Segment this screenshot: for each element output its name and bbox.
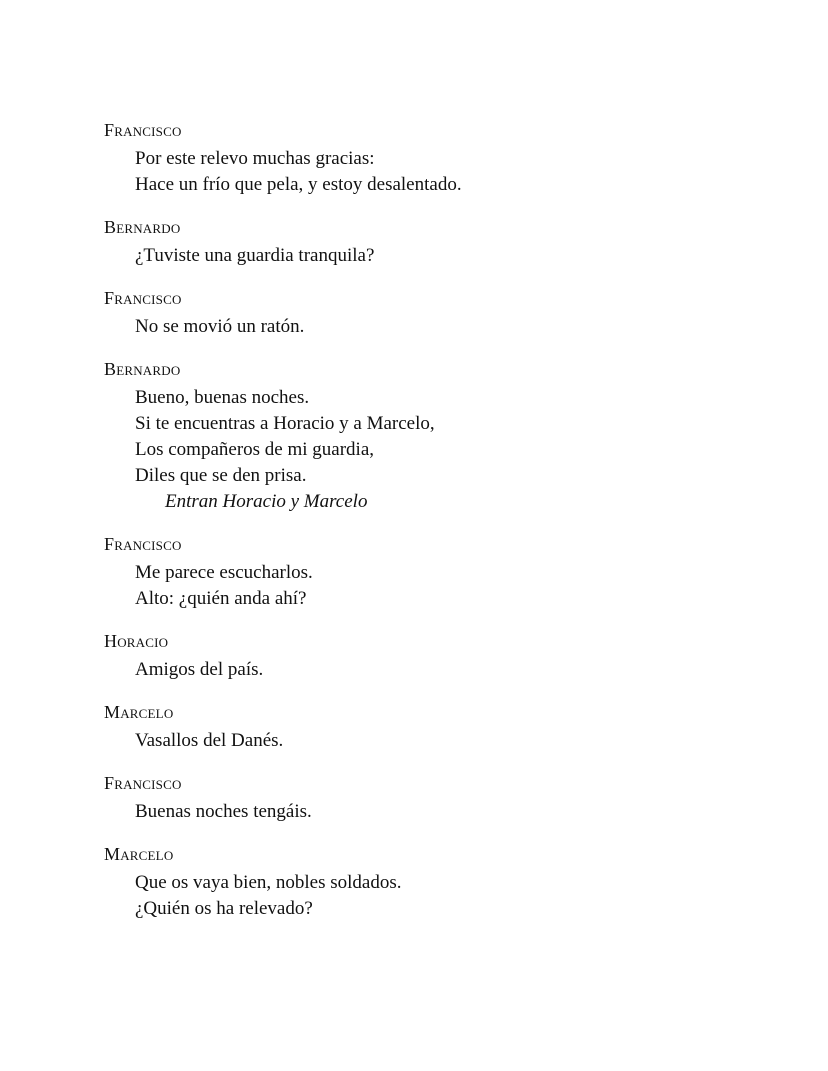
dialogue-lines xyxy=(104,314,784,340)
dialogue-block xyxy=(104,772,784,825)
dialogue-line: Buenas noches tengáis. xyxy=(135,801,312,822)
dialogue-lines xyxy=(104,560,784,612)
speaker-name: Francisco xyxy=(104,288,182,308)
dialogue-line: Por este relevo muchas gracias: xyxy=(135,148,375,169)
dialogue-lines xyxy=(104,243,784,269)
dialogue-lines xyxy=(104,728,784,754)
speaker-name: Francisco xyxy=(104,120,182,140)
dialogue-line: Bueno, buenas noches. xyxy=(135,387,310,408)
speaker-name: Bernardo xyxy=(104,217,181,237)
dialogue-block xyxy=(104,119,784,198)
speaker-name: Francisco xyxy=(104,534,182,554)
speaker-name: Horacio xyxy=(104,631,169,651)
speaker-name: Marcelo xyxy=(104,844,174,864)
dialogue-line: No se movió un ratón. xyxy=(135,316,305,337)
dialogue-lines xyxy=(104,657,784,683)
dialogue-line: Diles que se den prisa. xyxy=(135,465,307,486)
dialogue-line: Me parece escucharlos. xyxy=(135,562,313,583)
dialogue-line: Si te encuentras a Horacio y a Marcelo, xyxy=(135,413,435,434)
dialogue-block xyxy=(104,630,784,683)
dialogue-block xyxy=(104,216,784,269)
dialogue-lines xyxy=(104,870,784,922)
speaker-name: Marcelo xyxy=(104,702,174,722)
dialogue-line: Amigos del país. xyxy=(135,659,264,680)
dialogue-line: Vasallos del Danés. xyxy=(135,730,284,751)
speaker-name: Bernardo xyxy=(104,359,181,379)
dialogue-block xyxy=(104,287,784,340)
dialogue-lines xyxy=(104,799,784,825)
dialogue-line: Hace un frío que pela, y estoy desalentado. xyxy=(135,174,462,195)
dialogue-block xyxy=(104,358,784,515)
dialogue-line: ¿Quién os ha relevado? xyxy=(135,898,313,919)
dialogue-line: Que os vaya bien, nobles soldados. xyxy=(135,872,402,893)
dialogue-lines xyxy=(104,146,784,198)
dialogue-block xyxy=(104,533,784,612)
dialogue-line: ¿Tuviste una guardia tranquila? xyxy=(135,245,375,266)
dialogue-lines xyxy=(104,385,784,515)
dialogue-line: Los compañeros de mi guardia, xyxy=(135,439,375,460)
stage-direction: Entran Horacio y Marcelo xyxy=(165,491,368,512)
dialogue-block xyxy=(104,701,784,754)
speaker-name: Francisco xyxy=(104,773,182,793)
dialogue-block xyxy=(104,843,784,922)
script-page xyxy=(104,119,784,940)
dialogue-line: Alto: ¿quién anda ahí? xyxy=(135,588,307,609)
